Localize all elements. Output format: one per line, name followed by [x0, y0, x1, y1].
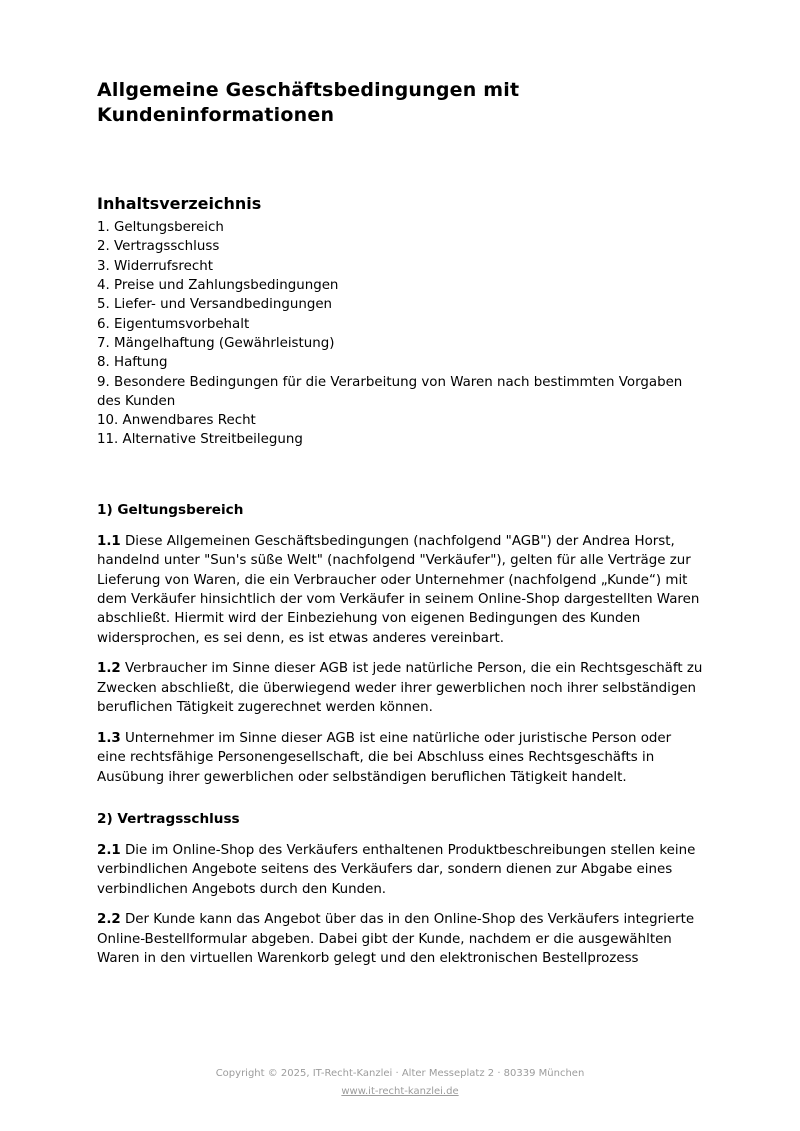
toc-item: 11. Alternative Streitbeilegung — [97, 432, 303, 448]
toc-item: 6. Eigentumsvorbehalt — [97, 316, 250, 332]
page-footer — [0, 1065, 800, 1101]
footer-link[interactable]: www.it-recht-kanzlei.de — [341, 1086, 459, 1097]
paragraph — [97, 532, 703, 649]
toc-item: 3. Widerrufsrecht — [97, 258, 213, 274]
paragraph-number: 1.1 — [97, 533, 121, 549]
paragraph-text: Verbraucher im Sinne dieser AGB ist jede natürliche Person, die ein Rechtsgeschäft zu Zwecken abschließt, die überwiegend weder ihrer gewerblichen noch ihrer selbständigen beruflichen Tätigkeit zugerechnet werden können. — [97, 661, 703, 716]
paragraph-text: Unternehmer im Sinne dieser AGB ist eine natürliche oder juristische Person oder eine rechtsfähige Personengesellschaft, die bei Abschluss eines Rechtsgeschäfts in Ausübung ihrer gewerblichen oder selbständigen beruflichen Tätigkeit handelt. — [97, 730, 672, 785]
footer-copyright: Copyright © 2025, IT-Recht-Kanzlei · Alter Messeplatz 2 · 80339 München — [215, 1068, 585, 1079]
paragraph — [97, 910, 703, 968]
paragraph-number: 2.2 — [97, 912, 121, 928]
toc-item: 9. Besondere Bedingungen für die Verarbeitung von Waren nach bestimmten Vorgaben des Kunden — [97, 374, 683, 409]
paragraph-number: 1.3 — [97, 730, 121, 746]
paragraph-text: Die im Online-Shop des Verkäufers enthaltenen Produktbeschreibungen stellen keine verbindlichen Angebote seitens des Verkäufers dar, sondern dienen zur Abgabe eines verbindlichen Angebots durch den Kunden. — [97, 842, 696, 897]
toc-item: 10. Anwendbares Recht — [97, 413, 256, 429]
section-heading: 2) Vertragsschluss — [97, 810, 240, 827]
section-heading: 1) Geltungsbereich — [97, 501, 244, 518]
toc-item: 7. Mängelhaftung (Gewährleistung) — [97, 335, 335, 351]
toc-heading: Inhaltsverzeichnis — [97, 194, 262, 214]
page-title: Allgemeine Geschäftsbedingungen mit Kundeninformationen — [97, 79, 520, 127]
toc-item: 4. Preise und Zahlungsbedingungen — [97, 278, 339, 294]
paragraph-text: Der Kunde kann das Angebot über das in den Online-Shop des Verkäufers integrierte Online-Bestellformular abgeben. Dabei gibt der Kunde, nachdem er die ausgewählten Waren in den virtuellen Warenkorb gelegt und den elektronischen Bestellprozess — [97, 912, 695, 967]
section-vertragsschluss — [97, 811, 703, 969]
section-geltungsbereich — [97, 502, 703, 787]
toc-item: 2. Vertragsschluss — [97, 239, 220, 255]
toc-item: 8. Haftung — [97, 355, 168, 371]
paragraph — [97, 659, 703, 717]
toc-item: 5. Liefer- und Versandbedingungen — [97, 297, 333, 313]
paragraph — [97, 841, 703, 899]
toc-item: 1. Geltungsbereich — [97, 220, 224, 236]
spacer — [97, 450, 703, 502]
paragraph — [97, 729, 703, 787]
table-of-contents — [97, 194, 703, 450]
paragraph-number: 1.2 — [97, 661, 121, 677]
paragraph-text: Diese Allgemeinen Geschäftsbedingungen (nachfolgend "AGB") der Andrea Horst, handelnd unter "Sun's süße Welt" (nachfolgend "Verkäufer"), gelten für alle Verträge zur Lieferung von Waren, die ein Verbraucher oder Unternehmer (nachfolgend „Kunde“) mit dem Verkäufer hinsichtlich der vom Verkäufer in seinem Online-Shop dargestellten Waren abschließt. Hiermit wird der Einbeziehung von eigenen Bedingungen des Kunden widersprochen, es sei denn, es ist etwas anderes vereinbart. — [97, 533, 700, 646]
paragraph-number: 2.1 — [97, 842, 121, 858]
